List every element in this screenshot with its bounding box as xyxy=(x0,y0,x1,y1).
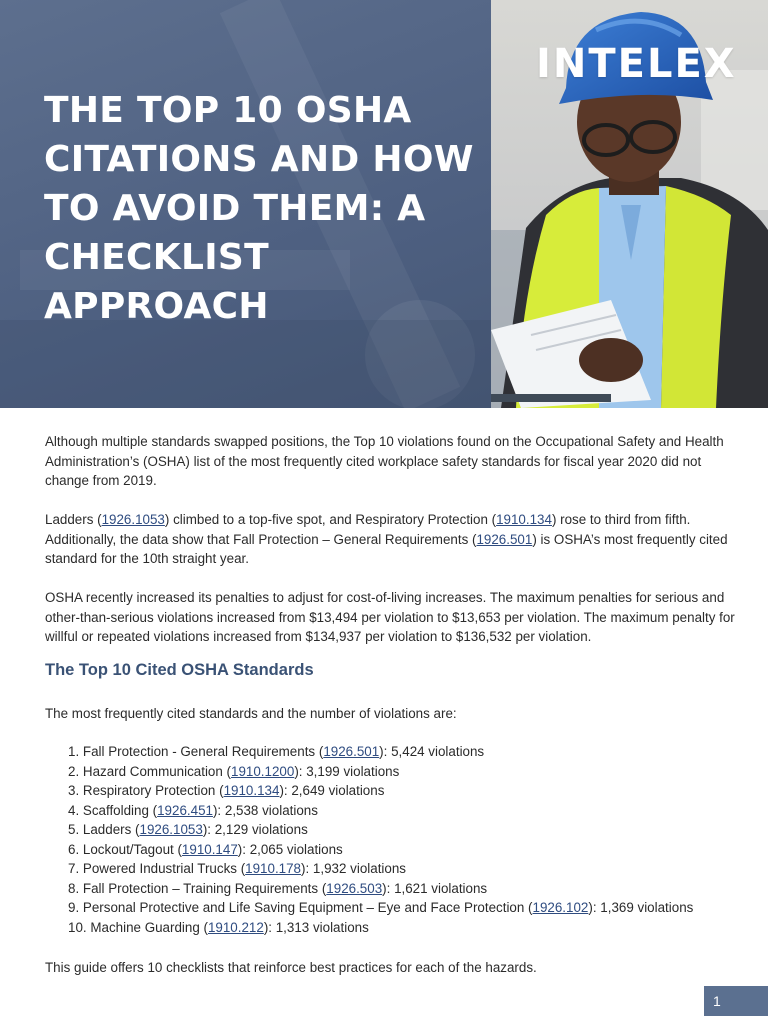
text-span: Ladders ( xyxy=(45,512,102,527)
section-heading: The Top 10 Cited OSHA Standards xyxy=(45,661,314,679)
violation-count: 3,199 violations xyxy=(306,763,400,779)
list-item: 3. Respiratory Protection (1910.134): 2,649 violations xyxy=(68,783,385,798)
standard-link[interactable]: 1926.102 xyxy=(532,900,589,915)
list-item: 7. Powered Industrial Trucks (1910.178): 1,932 violations xyxy=(68,861,406,876)
text-span: ) rose to third from fifth. Additionally, the data show that Fall Protection – General Requirements ( xyxy=(45,512,691,547)
list-item: 6. Lockout/Tagout (1910.147): 2,065 violations xyxy=(68,841,343,857)
page-title: THE TOP 10 OSHA CITATIONS AND HOW TO AVOID THEM: A CHECKLIST APPROACH xyxy=(44,90,474,327)
item-number: 4. xyxy=(68,802,80,818)
item-name: Machine Guarding xyxy=(90,919,200,935)
item-number: 7. xyxy=(68,861,80,876)
item-name: Personal Protective and Life Saving Equipment – Eye and Face Protection xyxy=(82,900,525,915)
list-item: 10. Machine Guarding (1910.212): 1,313 violations xyxy=(68,919,369,935)
closing-paragraph: This guide offers 10 checklists that reinforce best practices for each of the hazards. xyxy=(45,960,537,975)
item-number: 9. xyxy=(68,900,80,915)
list-item: 2. Hazard Communication (1910.1200): 3,199 violations xyxy=(68,763,400,779)
item-number: 10. xyxy=(68,919,87,935)
standard-link[interactable]: 1910.178 xyxy=(245,861,302,876)
item-number: 2. xyxy=(68,763,80,779)
standard-link[interactable]: 1926.1053 xyxy=(139,822,203,837)
item-number: 3. xyxy=(68,783,80,798)
item-name: Ladders xyxy=(82,822,132,837)
list-item: 9. Personal Protective and Life Saving Equipment – Eye and Face Protection (1926.102): 1,369 violations xyxy=(68,900,694,915)
standard-link[interactable]: 1926.451 xyxy=(157,802,213,818)
intro-paragraph-3: OSHA recently increased its penalties to adjust for cost-of-living increases. The maximum penalties for serious and other-than-serious violations increased from $13,494 per violation to $13,653 per violation. The maximum penalty for willful or repeated violations increased from $134,937 per violation to $136,532 per violation. xyxy=(45,590,735,644)
list-item: 5. Ladders (1926.1053): 2,129 violations xyxy=(68,822,308,837)
violation-count: 1,932 violations xyxy=(312,861,406,876)
section-lead: The most frequently cited standards and the number of violations are: xyxy=(45,706,457,721)
standard-link[interactable]: 1910.1200 xyxy=(231,763,295,779)
intro-paragraph-1: Although multiple standards swapped positions, the Top 10 violations found on the Occupational Safety and Health Administration’s (OSHA) list of the most frequently cited workplace safety standards for fiscal year 2020 did not change from 2019. xyxy=(45,434,724,488)
standard-link[interactable]: 1926.503 xyxy=(326,880,383,896)
intelex-logo: INTELEX xyxy=(536,41,737,87)
item-number: 6. xyxy=(68,841,80,857)
violation-count: 1,621 violations xyxy=(394,880,488,896)
violation-count: 2,649 violations xyxy=(291,783,385,798)
violation-count: 1,313 violations xyxy=(275,919,369,935)
text-span: ) is OSHA’s most frequently cited standard for the 10th straight year. xyxy=(45,531,728,566)
item-name: Scaffolding xyxy=(82,802,149,818)
item-name: Lockout/Tagout xyxy=(82,841,174,857)
item-name: Fall Protection - General Requirements xyxy=(82,744,316,759)
list-item: 4. Scaffolding (1926.451): 2,538 violations xyxy=(68,802,318,818)
intro-paragraph-2 xyxy=(45,510,735,569)
list-item: 1. Fall Protection - General Requirements (1926.501): 5,424 violations xyxy=(68,744,485,759)
standard-link[interactable]: 1910.134 xyxy=(496,512,552,527)
item-name: Powered Industrial Trucks xyxy=(82,861,237,876)
violations-list xyxy=(68,742,693,937)
violation-count: 2,065 violations xyxy=(249,841,343,857)
standard-link[interactable]: 1926.1053 xyxy=(101,512,165,527)
violation-count: 1,369 violations xyxy=(600,900,694,915)
standard-link[interactable]: 1910.134 xyxy=(223,783,280,798)
violation-count: 2,538 violations xyxy=(224,802,318,818)
item-name: Hazard Communication xyxy=(82,763,223,779)
item-name: Respiratory Protection xyxy=(82,783,216,798)
text-span: ) climbed to a top-five spot, and Respiratory Protection ( xyxy=(164,512,497,527)
item-number: 1. xyxy=(68,744,80,759)
hero-banner xyxy=(0,0,768,408)
standard-link[interactable]: 1910.212 xyxy=(207,919,264,935)
standard-link[interactable]: 1910.147 xyxy=(181,841,238,857)
standard-link[interactable]: 1926.501 xyxy=(323,744,380,759)
page-number: 1 xyxy=(704,986,768,1016)
item-number: 5. xyxy=(68,822,80,837)
standard-link[interactable]: 1926.501 xyxy=(476,531,533,547)
item-number: 8. xyxy=(68,880,80,896)
violation-count: 5,424 violations xyxy=(391,744,485,759)
item-name: Fall Protection – Training Requirements xyxy=(82,880,319,896)
violation-count: 2,129 violations xyxy=(214,822,308,837)
list-item: 8. Fall Protection – Training Requirements (1926.503): 1,621 violations xyxy=(68,880,488,896)
